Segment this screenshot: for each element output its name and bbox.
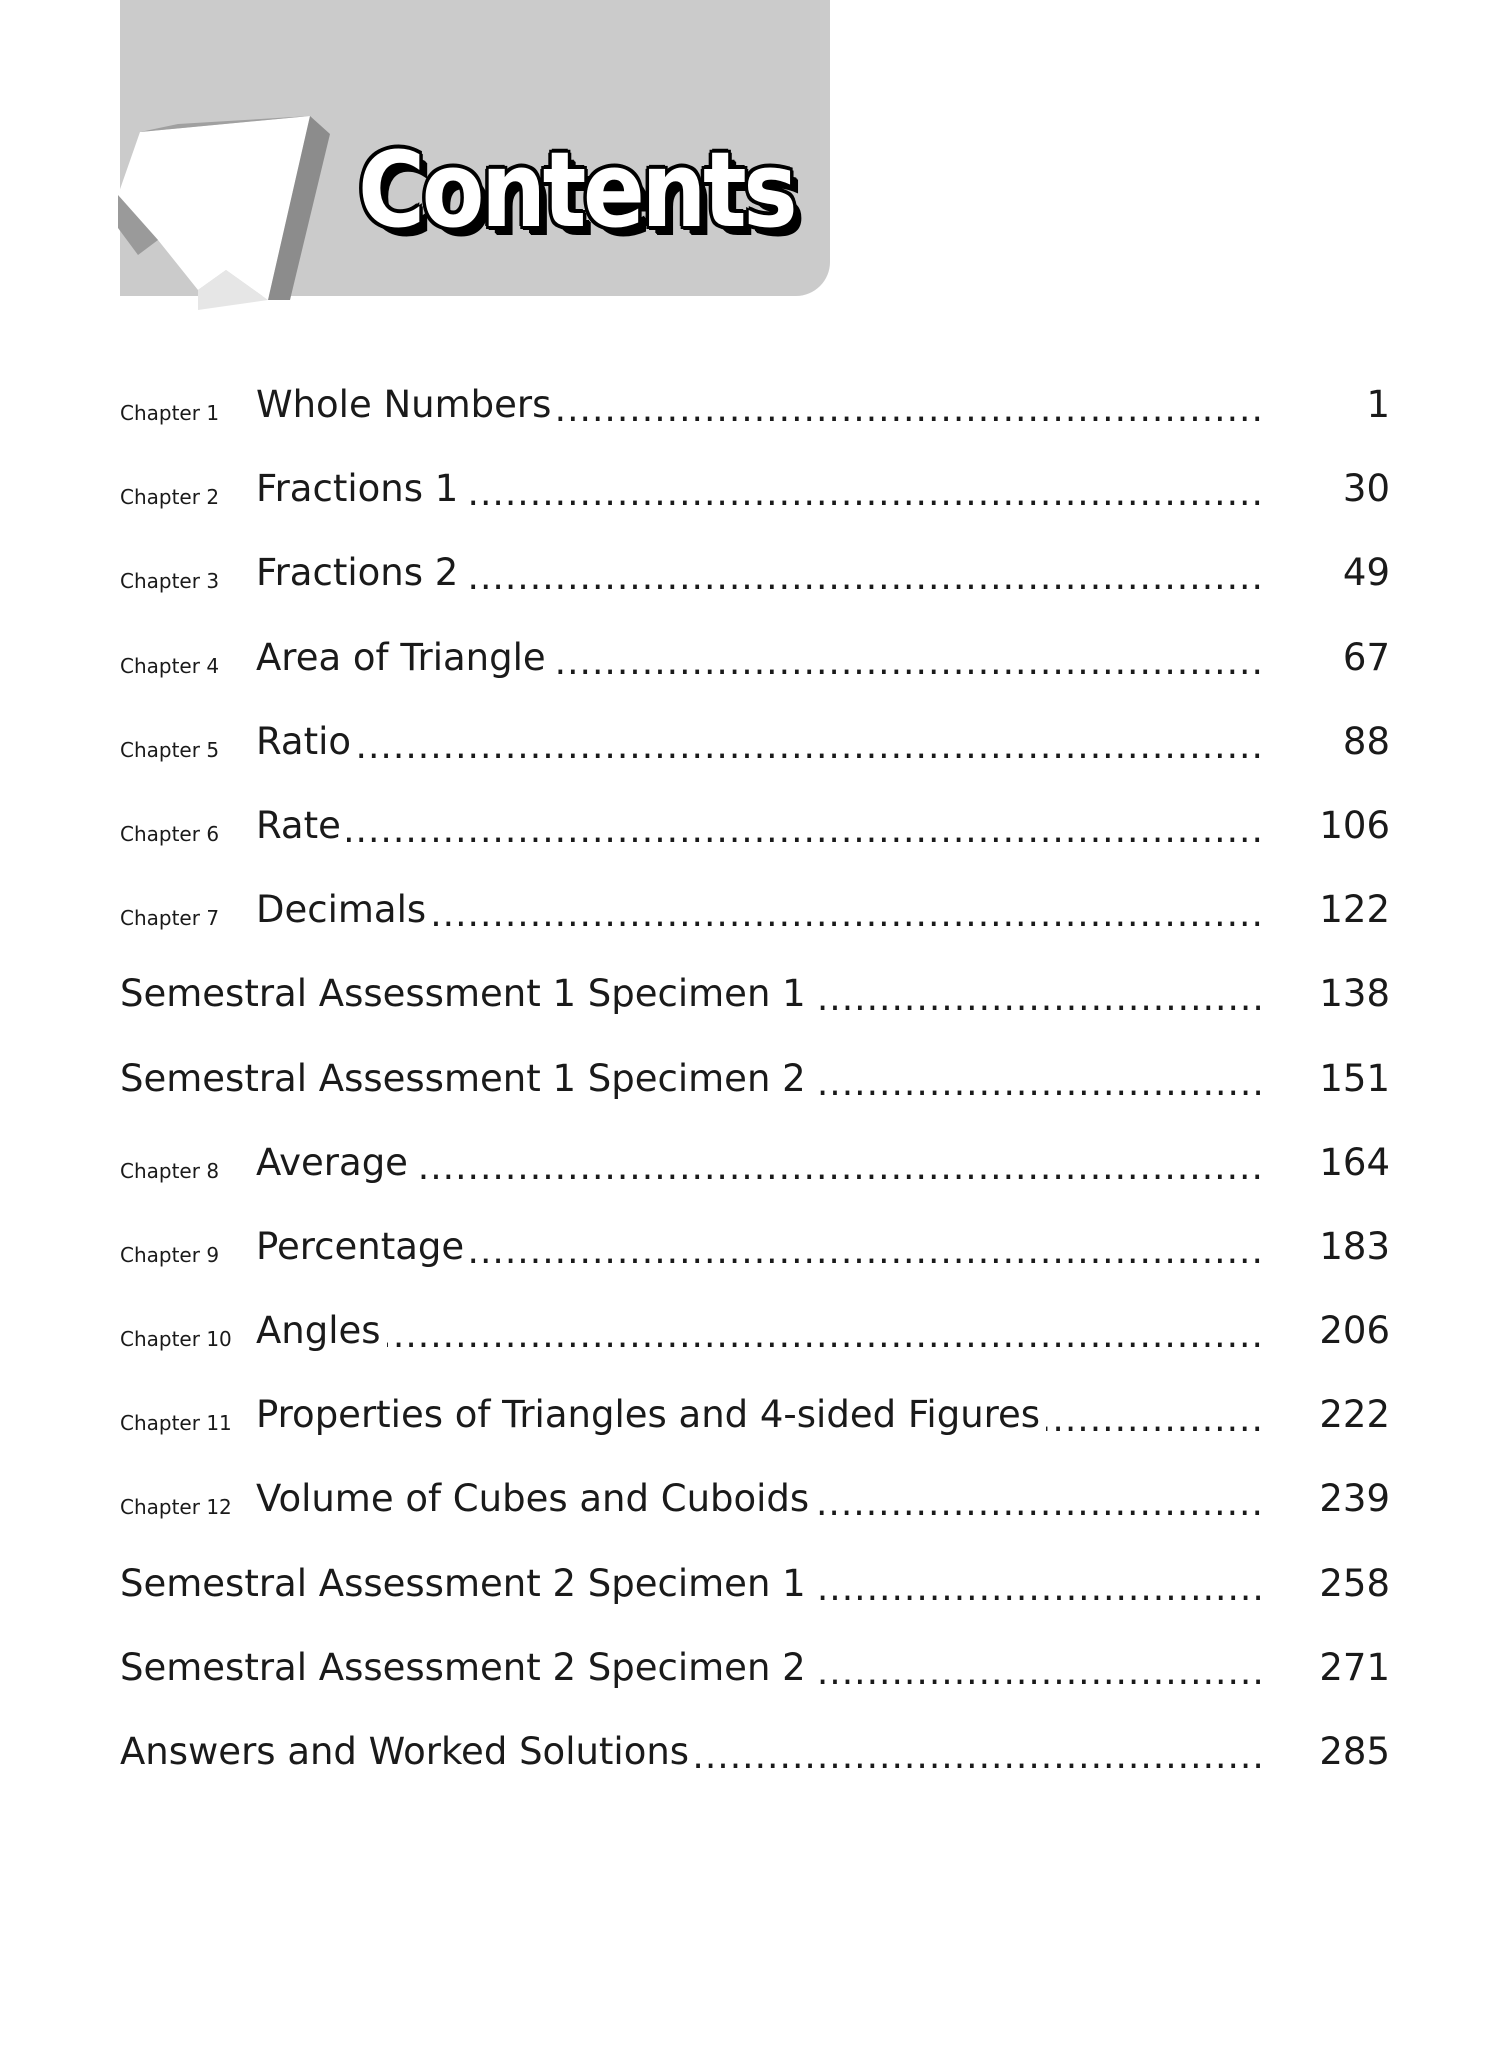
page-number: 106 bbox=[1319, 803, 1390, 847]
dot-leader bbox=[256, 796, 1260, 856]
dot-leader bbox=[256, 1385, 1260, 1445]
dot-leader bbox=[120, 1638, 1268, 1698]
page-number: 88 bbox=[1342, 719, 1390, 763]
page-number: 1 bbox=[1366, 383, 1390, 426]
entry-title: Percentage bbox=[256, 1217, 470, 1277]
entry-title: Semestral Assessment 1 Specimen 2 bbox=[120, 1049, 812, 1109]
page-number: 239 bbox=[1319, 1477, 1390, 1521]
entry-title: Average bbox=[256, 1133, 414, 1193]
entry-title: Ratio bbox=[256, 712, 357, 772]
chapter-label: Chapter 5 bbox=[120, 737, 220, 762]
chapter-label: Chapter 8 bbox=[120, 1158, 220, 1183]
toc-entry[interactable] bbox=[120, 1638, 1390, 1722]
entry-title: Angles bbox=[256, 1301, 387, 1361]
page-number: 271 bbox=[1319, 1645, 1390, 1689]
chapter-label: Chapter 12 bbox=[120, 1495, 232, 1520]
entry-title: Fractions 1 bbox=[256, 459, 464, 519]
toc-entry[interactable] bbox=[120, 628, 1390, 712]
entry-title: Decimals bbox=[256, 880, 432, 940]
chapter-label: Chapter 6 bbox=[120, 821, 220, 846]
page-number: 151 bbox=[1319, 1056, 1390, 1100]
paper-plane-arrow-icon bbox=[118, 110, 348, 320]
page-number: 67 bbox=[1342, 635, 1390, 679]
dot-leader bbox=[256, 1217, 1260, 1277]
chapter-label: Chapter 11 bbox=[120, 1411, 232, 1436]
toc-entry[interactable] bbox=[120, 796, 1390, 880]
entry-title: Rate bbox=[256, 796, 347, 856]
entry-title: Semestral Assessment 1 Specimen 1 bbox=[120, 964, 812, 1024]
toc-entry[interactable] bbox=[120, 543, 1390, 627]
dot-leader bbox=[256, 543, 1260, 603]
dot-leader bbox=[120, 1722, 1268, 1782]
dot-leader bbox=[256, 712, 1260, 772]
dot-leader bbox=[120, 1049, 1268, 1109]
dot-leader bbox=[256, 880, 1260, 940]
entry-title: Whole Numbers bbox=[256, 375, 557, 435]
toc-entry[interactable] bbox=[120, 1301, 1390, 1385]
toc-entry[interactable] bbox=[120, 459, 1390, 543]
page-number: 258 bbox=[1319, 1561, 1390, 1605]
entry-title: Semestral Assessment 2 Specimen 1 bbox=[120, 1554, 812, 1614]
dot-leader bbox=[256, 1469, 1260, 1529]
page-number: 30 bbox=[1342, 467, 1390, 511]
toc-entry[interactable] bbox=[120, 1049, 1390, 1133]
entry-title: Fractions 2 bbox=[256, 543, 464, 603]
toc-entry[interactable] bbox=[120, 1554, 1390, 1638]
toc-entry[interactable] bbox=[120, 880, 1390, 964]
toc-entry[interactable] bbox=[120, 712, 1390, 796]
dot-leader bbox=[120, 964, 1268, 1024]
chapter-label: Chapter 4 bbox=[120, 653, 220, 678]
page-number: 49 bbox=[1342, 551, 1390, 595]
toc-entry[interactable] bbox=[120, 1133, 1390, 1217]
toc-entry[interactable] bbox=[120, 964, 1390, 1048]
page-title: Contents bbox=[358, 129, 795, 251]
dot-leader bbox=[256, 1133, 1260, 1193]
entry-title: Semestral Assessment 2 Specimen 2 bbox=[120, 1638, 812, 1698]
toc-entry[interactable] bbox=[120, 1217, 1390, 1301]
page-number: 183 bbox=[1319, 1224, 1390, 1268]
toc-entry[interactable] bbox=[120, 1722, 1390, 1806]
page-number: 164 bbox=[1319, 1140, 1390, 1184]
chapter-label: Chapter 1 bbox=[120, 401, 220, 425]
chapter-label: Chapter 3 bbox=[120, 569, 220, 594]
chapter-label: Chapter 7 bbox=[120, 906, 220, 931]
page-number: 122 bbox=[1319, 888, 1390, 932]
page-number: 138 bbox=[1319, 972, 1390, 1016]
dot-leader bbox=[256, 375, 1260, 435]
dot-leader bbox=[256, 628, 1260, 688]
toc-entry[interactable] bbox=[120, 1385, 1390, 1469]
toc-entry[interactable] bbox=[120, 1469, 1390, 1553]
dot-leader bbox=[256, 459, 1260, 519]
entry-title: Area of Triangle bbox=[256, 628, 552, 688]
dot-leader bbox=[120, 1554, 1268, 1614]
page-number: 222 bbox=[1319, 1393, 1390, 1437]
chapter-label: Chapter 2 bbox=[120, 485, 220, 510]
entry-title: Answers and Worked Solutions bbox=[120, 1722, 695, 1782]
dot-leader bbox=[256, 1301, 1260, 1361]
entry-title: Volume of Cubes and Cuboids bbox=[256, 1469, 815, 1529]
toc-entry[interactable] bbox=[120, 375, 1390, 459]
entry-title: Properties of Triangles and 4-sided Figures bbox=[256, 1385, 1046, 1445]
table-of-contents bbox=[120, 375, 1390, 1806]
page-number: 206 bbox=[1319, 1309, 1390, 1353]
chapter-label: Chapter 10 bbox=[120, 1327, 232, 1352]
page-number: 285 bbox=[1319, 1730, 1390, 1773]
chapter-label: Chapter 9 bbox=[120, 1242, 220, 1267]
